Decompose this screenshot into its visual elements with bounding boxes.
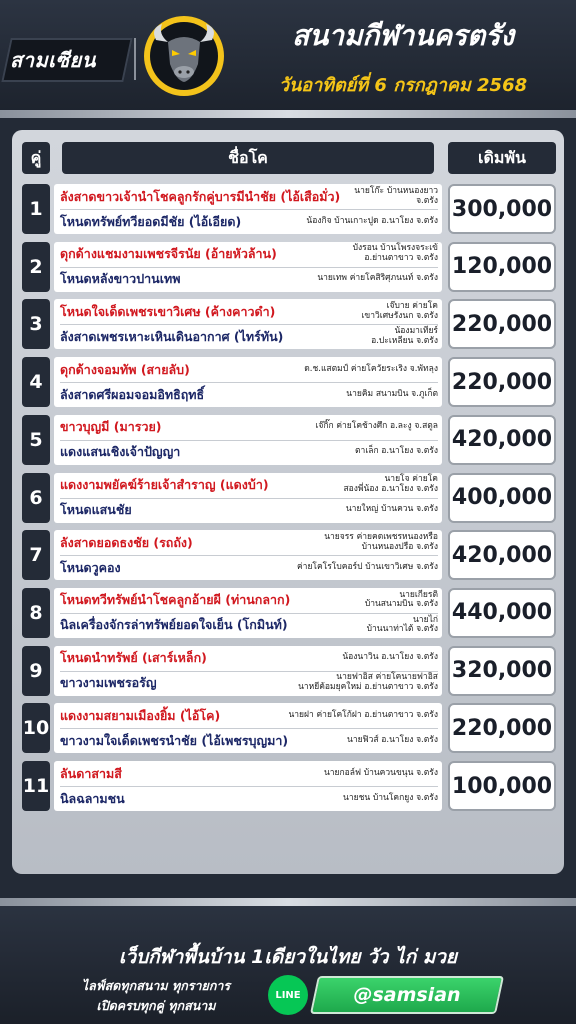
line-handle-text[interactable]: @samsian [353, 984, 461, 1006]
blue-bull-owner: นายฟิวส์ อ.นาโยง จ.ตรัง [347, 734, 438, 745]
fixture-row [22, 530, 556, 580]
column-header-pair: คู่ [22, 142, 50, 174]
blue-bull-owner: นายชน บ้านโคกยูง จ.ตรัง [343, 792, 438, 803]
fixture-row [22, 761, 556, 811]
red-bull-owner: นายกอล์ฟ บ้านควนขนุน จ.ตรัง [323, 767, 438, 778]
blue-bull-owner: นายเทพ ค่ายโคสิริศุภนนท์ จ.ตรัง [317, 273, 438, 284]
blue-bull-name: นิลเครื่องจักรล่าทรัพย์ยอดใจเย็น (โกมินท์) [60, 617, 288, 633]
pair-number: 5 [22, 415, 50, 465]
contestant-names [54, 184, 442, 234]
blue-corner [60, 440, 438, 465]
blue-bull-name: แดงแสนเชิงเจ้าปัญญา [60, 444, 181, 460]
red-corner [60, 415, 438, 441]
bet-amount: 220,000 [448, 299, 556, 349]
fixture-row [22, 646, 556, 696]
red-bull-name: ลังสาดยอดธงชัย (รถถัง) [60, 534, 193, 550]
red-corner [60, 530, 438, 556]
blue-bull-owner: นายฟาอิส ค่ายโคนายฟาอิส นาหยีค้อมยุคใหม่ อ.ย่านตาขาว จ.ตรัง [298, 672, 438, 693]
blue-corner [60, 555, 438, 580]
blue-bull-name: ลังสาดศรีผอมจอมอิทธิฤทธิ์ [60, 386, 205, 402]
pair-number: 3 [22, 299, 50, 349]
pair-number: 8 [22, 588, 50, 638]
red-bull-owner: นายเกียรติ บ้านสนามบิน จ.ตรัง [364, 589, 438, 610]
contestant-names [54, 703, 442, 753]
blue-bull-name: โหนดวูคอง [60, 559, 121, 575]
red-bull-name: ลังสาดขาวเจ้านำโชคลูกรักคู่บารมีนำชัย (ไอ้เสือมั่ว) [60, 188, 341, 204]
contestant-names [54, 242, 442, 292]
fixture-row [22, 242, 556, 292]
fixture-row [22, 473, 556, 523]
red-bull-owner: นายโจ ค่ายโค สองพี่น้อง อ.นาโยง จ.ตรัง [343, 474, 438, 494]
fixture-row [22, 357, 556, 407]
bet-amount: 400,000 [448, 473, 556, 523]
column-header-name: ชื่อโค [62, 142, 434, 174]
bet-amount: 420,000 [448, 530, 556, 580]
red-corner [60, 184, 438, 210]
blue-corner [60, 382, 438, 407]
pair-number: 4 [22, 357, 50, 407]
red-corner [60, 761, 438, 787]
blue-corner [60, 498, 438, 523]
red-corner [60, 473, 438, 499]
fixture-row [22, 588, 556, 638]
blue-bull-name: โหนดแสนชัย [60, 502, 132, 517]
contestant-names [54, 588, 442, 638]
logo-divider [134, 38, 136, 80]
blue-bull-name: ลังสาดเพชรเหาะเหินเดินอากาศ (ไทร์ทัน) [60, 328, 284, 344]
blue-corner [60, 671, 438, 696]
red-bull-name: แดงงามพยัคฆ์ร้ายเจ้าสำราญ (แดงบ้า) [60, 477, 269, 492]
red-corner [60, 242, 438, 268]
pair-number: 7 [22, 530, 50, 580]
red-bull-name: ดุกด้างจอมทัพ (สายลับ) [60, 361, 190, 377]
blue-corner [60, 324, 438, 349]
blue-bull-name: ขาวงามใจเด็ดเพชรนำชัย (ไอ้เพชรบุญมา) [60, 732, 289, 748]
pair-number: 9 [22, 646, 50, 696]
contestant-names [54, 530, 442, 580]
red-corner [60, 299, 438, 325]
blue-bull-name: ขาวงามเพชรอรัญ [60, 675, 157, 691]
blue-corner [60, 267, 438, 292]
blue-corner [60, 728, 438, 753]
bet-amount: 320,000 [448, 646, 556, 696]
footer-subtitle-live: ไลฟ์สดทุกสนาม ทุกรายการ [81, 978, 231, 993]
footer-tagline: เว็บกีฬาพื้นบ้าน 1เดียวในไทย วัว ไก่ มวย [118, 946, 458, 968]
blue-bull-owner: นายใหญ่ บ้านควน จ.ตรัง [345, 504, 438, 515]
red-bull-name: โหนดนำทรัพย์ (เสาร์เหล็ก) [60, 650, 207, 666]
blue-bull-owner: น้องกิจ บ้านเกาะปูด อ.นาโยง จ.ตรัง [306, 215, 438, 226]
blue-bull-owner: ค่ายโคโรโบคอร์ป บ้านเขาวิเศษ จ.ตรัง [296, 561, 438, 572]
line-app-icon[interactable]: LINE [268, 975, 308, 1015]
blue-bull-owner: ตาเล็ก อ.นาโยง จ.ตรัง [355, 446, 438, 457]
red-bull-owner: นายโก๊ะ บ้านหนองยาว จ.ตรัง [354, 185, 438, 206]
blue-corner [60, 209, 438, 234]
fixture-row [22, 299, 556, 349]
blue-bull-owner: น้องมาเทียร์ อ.ปะเหลียน จ.ตรัง [371, 326, 438, 346]
pair-number: 1 [22, 184, 50, 234]
red-bull-owner: เจ๊กิ๊ก ค่ายโคช้างศึก อ.ละงู จ.สตูล [315, 421, 438, 432]
red-bull-name: ลันดาสามสี [60, 765, 122, 781]
bet-amount: 300,000 [448, 184, 556, 234]
bet-amount: 420,000 [448, 415, 556, 465]
red-corner [60, 357, 438, 383]
bet-amount: 440,000 [448, 588, 556, 638]
contestant-names [54, 415, 442, 465]
red-bull-owner: บังรอน บ้านโพรงจระเข้ อ.ย่านตาขาว จ.ตรัง [352, 243, 438, 264]
contestant-names [54, 646, 442, 696]
blue-corner [60, 786, 438, 811]
red-corner [60, 588, 438, 614]
fixture-row [22, 184, 556, 234]
bet-amount: 220,000 [448, 703, 556, 753]
footer-subtitle-open: เปิดครบทุกคู่ ทุกสนาม [96, 998, 216, 1013]
page-title: สนามกีฬานครตรัง [291, 19, 515, 52]
blue-bull-name: โหนดทรัพย์ทวียอดมีชัย (ไอ้เอียด) [60, 213, 242, 229]
logo-text: สามเซียน [10, 48, 96, 72]
contestant-names [54, 473, 442, 523]
red-bull-name: ขาวบุญมี (มารวย) [60, 419, 162, 435]
red-bull-name: โหนดใจเด็ดเพชรเขาวิเศษ (ค้างคาวดำ) [60, 303, 276, 319]
red-bull-name: แดงงามสยามเมืองยิ้ม (ไอ้โค) [60, 707, 221, 723]
blue-bull-owner: นายคิม สนามบิน จ.ภูเก็ต [346, 388, 438, 399]
pair-number: 6 [22, 473, 50, 523]
red-bull-owner: น้องนาวิน อ.นาโยง จ.ตรัง [342, 652, 438, 663]
blue-corner [60, 613, 438, 638]
red-bull-name: โหนดทวีทรัพย์นำโชคลูกอ้ายผี (ท่านกลาก) [60, 592, 291, 608]
bull-mascot-icon [142, 14, 226, 98]
red-bull-owner: นายจรร ค่ายคดเพชรหนองหรือ บ้านหนองปรือ จ.ตรัง [324, 531, 438, 552]
red-bull-name: ดุกด้างแชมงามเพชรจีรนัย (อ้ายหัวล้าน) [60, 246, 277, 262]
red-bull-owner: เจ๊บาย ค่ายโค เขาวิเศษรังนก จ.ตรัง [361, 301, 438, 321]
bet-amount: 120,000 [448, 242, 556, 292]
red-bull-owner: ด.ช.แสตมป์ ค่ายโควัยระเริง จ.พัทลุง [304, 363, 438, 374]
fixture-row [22, 415, 556, 465]
red-corner [60, 646, 438, 672]
pair-number: 10 [22, 703, 50, 753]
blue-bull-name: โหนดหลังขาวปานเทพ [60, 271, 181, 287]
contestant-names [54, 357, 442, 407]
contestant-names [54, 299, 442, 349]
pair-number: 2 [22, 242, 50, 292]
column-header-bet: เดิมพัน [448, 142, 556, 174]
fixture-row [22, 703, 556, 753]
bet-amount: 220,000 [448, 357, 556, 407]
bet-amount: 100,000 [448, 761, 556, 811]
red-corner [60, 703, 438, 729]
event-date: วันอาทิตย์ที่ 6 กรกฎาคม 2568 [278, 75, 528, 96]
pair-number: 11 [22, 761, 50, 811]
contestant-names [54, 761, 442, 811]
blue-bull-owner: นายไก่ บ้านนาท่าไต้ จ.ตรัง [366, 614, 438, 635]
red-bull-owner: นายฝา ค่ายโคโก้ฝา อ.ย่านตาขาว จ.ตรัง [288, 709, 438, 720]
blue-bull-name: นิลฉลามชน [60, 790, 125, 806]
